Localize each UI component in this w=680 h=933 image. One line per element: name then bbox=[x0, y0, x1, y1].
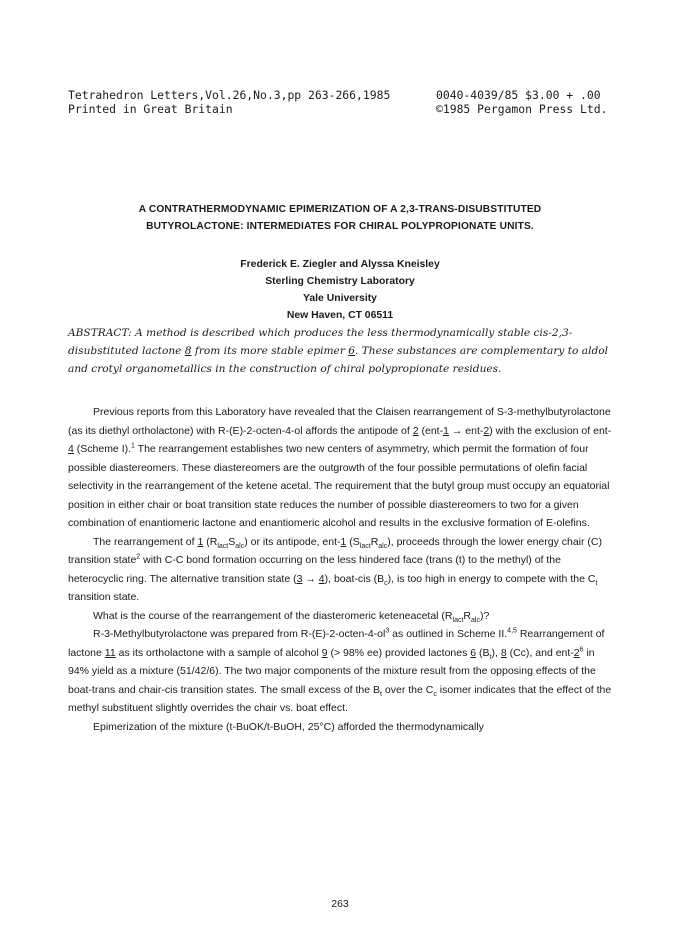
subscript: lact bbox=[359, 542, 371, 550]
paragraph-2 bbox=[68, 533, 613, 607]
body-text: transition state. bbox=[68, 591, 140, 603]
compound-ref: 2 bbox=[573, 646, 580, 659]
body-text: (R bbox=[203, 535, 218, 548]
compound-ref: 1 bbox=[197, 535, 204, 548]
paper-title-line-1: A CONTRATHERMODYNAMIC EPIMERIZATION OF A 2,3-TRANS-DISUBSTITUTED bbox=[138, 204, 542, 215]
compound-ref: 1 bbox=[443, 424, 449, 437]
compound-ref: 8 bbox=[184, 345, 192, 357]
subscript: t bbox=[380, 690, 382, 698]
subscript: lact bbox=[452, 616, 464, 624]
author-city: New Haven, CT 06511 bbox=[286, 310, 394, 321]
body-text: with C-C bond formation occurring on the less hindered face (trans (t) to the methyl) of the heterocyclic ring. The alternative transition state ( bbox=[68, 554, 561, 585]
body-text: )? bbox=[479, 609, 490, 622]
compound-ref: 9 bbox=[321, 646, 328, 659]
body-text: in 94% yield as a mixture (51/42/6). The two major components of the mixture result from the opposing effects of the boat-trans and chair-cis transition states. The small excess of the B bbox=[68, 646, 596, 696]
reference-superscript: 3 bbox=[385, 627, 390, 635]
body-text: (Cc), and ent- bbox=[506, 646, 574, 659]
subscript: c bbox=[433, 690, 437, 698]
abstract-text: from its more stable epimer bbox=[191, 345, 349, 357]
body-text: (ent- bbox=[418, 424, 444, 437]
page-number: 263 bbox=[331, 898, 349, 910]
body-text: → ent- bbox=[448, 424, 484, 437]
body-text: What is the course of the rearrangement of the diasteromeric keteneacetal (R bbox=[93, 609, 453, 622]
compound-ref: 11 bbox=[104, 646, 116, 659]
body-text: as its ortholactone with a sample of alcohol bbox=[115, 646, 322, 659]
compound-ref: 4 bbox=[68, 443, 74, 455]
subscript: t bbox=[489, 653, 492, 661]
subscript: lact bbox=[217, 542, 229, 550]
body-text: ), proceeds through the lower energy chair (C) transition state bbox=[68, 535, 603, 566]
compound-ref: 2 bbox=[483, 424, 490, 437]
abstract-text: A method is described which produces the less thermodynamically stable cis-2,3-disubstituted lactone bbox=[68, 327, 573, 357]
compound-ref: 6 bbox=[470, 646, 477, 659]
author-lab: Sterling Chemistry Laboratory bbox=[265, 276, 415, 287]
subscript: alc bbox=[471, 616, 480, 624]
subscript: c bbox=[384, 579, 388, 587]
reference-superscript: 1 bbox=[131, 442, 135, 450]
main-body bbox=[68, 403, 613, 736]
body-text: (B bbox=[476, 646, 490, 659]
body-text: (Scheme I). bbox=[73, 443, 132, 455]
body-text: The rearrangement of bbox=[93, 535, 198, 548]
reference-superscript: 4,5 bbox=[507, 627, 517, 635]
compound-ref: 8 bbox=[500, 646, 507, 659]
body-text: ) or its antipode, ent- bbox=[244, 535, 341, 548]
paragraph-1 bbox=[68, 403, 613, 533]
body-text: (> 98% ee) provided lactones bbox=[327, 646, 471, 659]
abstract-text: . These substances are complementary to aldol and crotyl organometallics in the construction of chiral polypropionate residues. bbox=[68, 345, 609, 375]
body-text: R-3-Methylbutyrolactone was prepared from R-(E)-2-octen-4-ol bbox=[93, 628, 386, 640]
body-text: ), is too high in energy to compete with the C bbox=[387, 572, 596, 585]
reference-superscript: 6 bbox=[579, 646, 584, 653]
paragraph-4 bbox=[68, 625, 613, 718]
body-text: Rearrangement of lactone bbox=[68, 628, 605, 659]
subscript: alc bbox=[235, 542, 245, 550]
abstract-label: ABSTRACT: bbox=[68, 327, 132, 339]
compound-ref: 1 bbox=[340, 535, 347, 548]
compound-ref: 3 bbox=[296, 572, 303, 585]
body-text: ), bbox=[491, 646, 501, 659]
compound-ref: 4 bbox=[318, 572, 325, 585]
copyright: ©1985 Pergamon Press Ltd. bbox=[436, 102, 608, 116]
body-text: → bbox=[302, 572, 319, 585]
body-text: ) with the exclusion of ent- bbox=[489, 424, 612, 437]
subscript: alc bbox=[378, 542, 388, 550]
reference-superscript: 2 bbox=[136, 553, 141, 561]
body-text: (S bbox=[346, 535, 360, 548]
body-text: ), boat-cis (B bbox=[324, 572, 385, 585]
compound-ref: 6 bbox=[348, 345, 355, 357]
abstract bbox=[68, 324, 613, 378]
body-text: S bbox=[228, 535, 236, 548]
body-text: The rearrangement establishes two new centers of asymmetry, which permit the formation of four possible diastereomers. These diastereomers are the outgrowth of the four possible permutations of olefin facial selectivity in the rearrangement of the ketene acetal. The requirement that the butyl group must occupy an equatorial position in either chair or boat transition state reduces the number of possible diastereomers to two for a given combination of enantiomeric lactone and enantiomeric alcohol and results in the exclusive formation of E-olefins. bbox=[68, 443, 610, 529]
author-university: Yale University bbox=[303, 293, 377, 304]
printed-in: Printed in Great Britain bbox=[68, 102, 233, 116]
author-names: Frederick E. Ziegler and Alyssa Kneisley bbox=[240, 259, 440, 270]
paragraph-3 bbox=[68, 607, 613, 626]
paper-title-line-2: BUTYROLACTONE: INTERMEDIATES FOR CHIRAL POLYPROPIONATE UNITS. bbox=[146, 221, 534, 232]
body-text: R bbox=[463, 609, 472, 622]
body-text: as outlined in Scheme II. bbox=[389, 628, 508, 640]
price-code: 0040-4039/85 $3.00 + .00 bbox=[436, 88, 601, 102]
body-text: Previous reports from this Laboratory have revealed that the Claisen rearrangement of S-3-methylbutyrolactone (as its diethyl ortholactone) with R-(E)-2-octen-4-ol affords the antipode of bbox=[68, 406, 611, 437]
body-text: isomer indicates that the effect of the methyl substituent slightly overrides the chair vs. boat effect. bbox=[68, 683, 612, 714]
journal-citation: Tetrahedron Letters,Vol.26,No.3,pp 263-266,1985 bbox=[68, 88, 391, 102]
compound-ref: 2 bbox=[412, 424, 419, 437]
body-text: R bbox=[370, 535, 379, 548]
subscript: t bbox=[595, 579, 598, 587]
paragraph-5: Epimerization of the mixture (t-BuOK/t-BuOH, 25°C) afforded the thermodynamically bbox=[93, 720, 484, 733]
body-text: over the C bbox=[382, 683, 434, 696]
